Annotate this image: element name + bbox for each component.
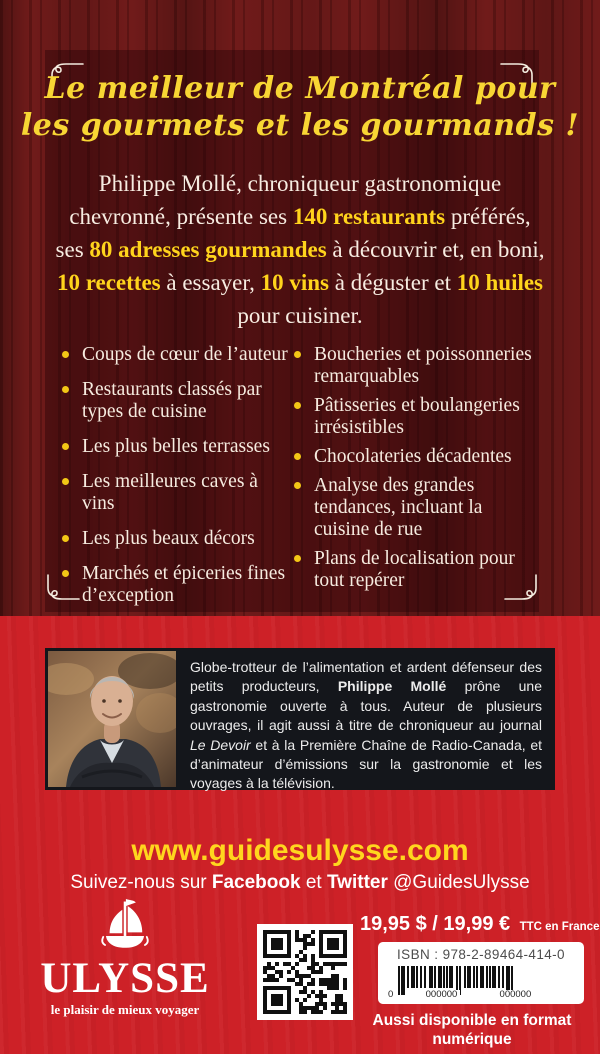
- feature-item: [62, 436, 294, 458]
- barcode-bar: [429, 966, 433, 988]
- feature-text: Les plus beaux décors: [82, 528, 255, 549]
- text-segment: @GuidesUlysse: [387, 872, 530, 893]
- bullet-icon: [62, 443, 69, 450]
- text-segment: 80 adresses gourmandes: [89, 237, 327, 262]
- author-bio-text: [190, 658, 542, 794]
- text-segment: Facebook: [211, 872, 301, 893]
- feature-item: [294, 446, 538, 468]
- feature-text: Restaurants classés par types de cuisine: [82, 379, 262, 422]
- text-segment: à déguster et: [329, 270, 457, 295]
- feature-list-right: [294, 344, 538, 620]
- barcode-bar: [492, 966, 496, 988]
- text-segment: à essayer,: [160, 270, 261, 295]
- digital-note: Aussi disponible en format numérique: [372, 1012, 572, 1048]
- barcode-bar: [473, 966, 475, 988]
- feature-item: [62, 379, 294, 423]
- bullet-icon: [62, 570, 69, 577]
- feature-item: [62, 563, 294, 607]
- isbn-label: ISBN : 978-2-89464-414-0: [397, 947, 565, 962]
- feature-item: [62, 471, 294, 515]
- barcode-bar: [398, 966, 400, 995]
- feature-item: [294, 395, 538, 439]
- feature-item: [62, 344, 294, 366]
- feature-item: [62, 528, 294, 550]
- sailing-ship-icon: [30, 897, 220, 957]
- headline: [0, 70, 600, 144]
- feature-list-left: [62, 344, 294, 620]
- text-segment: Le Devoir: [190, 736, 251, 753]
- barcode-bar: [464, 966, 466, 988]
- barcode-bar: [446, 966, 448, 988]
- publisher-name: ULYSSE: [40, 955, 210, 1002]
- text-segment: Twitter: [326, 872, 388, 893]
- barcode-bar: [486, 966, 488, 988]
- isbn-box: [378, 942, 584, 1004]
- feature-lists: [62, 344, 544, 620]
- price-tax-note: TTC en France: [519, 921, 600, 933]
- barcode-bar: [420, 966, 422, 988]
- feature-text: Coups de cœur de l’auteur: [82, 344, 288, 365]
- headline-line1: Le meilleur de Montréal pour: [44, 71, 556, 106]
- qr-code-icon: [257, 924, 353, 1020]
- feature-item: [294, 475, 538, 541]
- feature-item: [294, 344, 538, 388]
- barcode-bar: [476, 966, 478, 988]
- text-segment: prône une gastronomie ouverte à tous. Auteur de plusieurs ouvrages, il agit aussi à titre de chroniqueur au journal: [190, 678, 543, 734]
- barcode-bar: [434, 966, 436, 988]
- bullet-icon: [294, 402, 301, 409]
- text-segment: 10 huiles: [456, 270, 544, 295]
- barcode-bar: [424, 966, 426, 988]
- text-segment: 140 restaurants: [292, 204, 446, 229]
- author-bio-panel: [45, 648, 555, 790]
- publisher-tagline: le plaisir de mieux voyager: [50, 1002, 200, 1017]
- barcode-digits-group2: 000000: [497, 990, 535, 1000]
- headline-line2: les gourmets et les gourmands !: [20, 108, 580, 143]
- text-segment: et à la Première Chaîne de Radio-Canada, et d’animateur d’émissions sur la gastronomie et les voyages à la télévision.: [190, 736, 542, 792]
- text-segment: 10 vins: [260, 270, 329, 295]
- social-line: [0, 871, 600, 895]
- price-amount: 19,95 $ / 19,99 €: [360, 913, 511, 935]
- bullet-icon: [62, 478, 69, 485]
- website-url: www.guidesulysse.com: [131, 834, 469, 867]
- feature-text: Boucheries et poissonneries remarquables: [314, 344, 532, 387]
- barcode: [388, 966, 574, 1002]
- bullet-icon: [62, 351, 69, 358]
- feature-text: Les meilleures caves à vins: [82, 471, 258, 514]
- barcode-bar: [407, 966, 409, 988]
- text-segment: pour cuisiner.: [237, 303, 363, 328]
- barcode-bar: [498, 966, 500, 988]
- barcode-bar: [438, 966, 442, 988]
- feature-text: Marchés et épiceries fines d’exception: [82, 563, 286, 606]
- barcode-bar: [411, 966, 415, 988]
- price-line: [360, 911, 600, 940]
- barcode-bar: [502, 966, 504, 988]
- barcode-bar: [449, 966, 453, 988]
- barcode-bar: [416, 966, 418, 988]
- bullet-icon: [294, 482, 301, 489]
- feature-text: Plans de localisation pour tout repérer: [314, 548, 515, 591]
- bullet-icon: [62, 386, 69, 393]
- barcode-bar: [467, 966, 471, 988]
- barcode-bar: [401, 966, 405, 995]
- feature-item: [294, 548, 538, 592]
- barcode-bar: [443, 966, 445, 988]
- text-segment: Globe-trotteur de l’alimentation et ardent défenseur des petits producteurs,: [190, 659, 542, 695]
- publisher-logo: [30, 897, 220, 1018]
- author-photo: [48, 651, 176, 787]
- bullet-icon: [294, 453, 301, 460]
- text-segment: à découvrir et, en boni,: [326, 237, 545, 262]
- intro-paragraph: [55, 167, 545, 332]
- text-segment: 10 recettes: [56, 270, 161, 295]
- text-segment: et: [300, 872, 327, 893]
- feature-text: Chocolateries décadentes: [314, 446, 512, 467]
- barcode-digit-left: 0: [388, 989, 394, 1000]
- feature-text: Les plus belles terrasses: [82, 436, 270, 457]
- bullet-icon: [294, 351, 301, 358]
- text-segment: Philippe Mollé, chroniqueur gastronomique chevronné, présente ses: [69, 171, 502, 229]
- bullet-icon: [62, 535, 69, 542]
- feature-text: Analyse des grandes tendances, incluant la cuisine de rue: [314, 475, 483, 540]
- barcode-bar: [489, 966, 491, 988]
- barcode-digits-group1: 000000: [423, 990, 461, 1000]
- text-segment: Suivez-nous sur: [70, 872, 212, 893]
- text-segment: préférés, ses: [55, 204, 531, 262]
- text-segment: Philippe Mollé: [337, 678, 447, 695]
- feature-text: Pâtisseries et boulangeries irrésistibles: [314, 395, 520, 438]
- bullet-icon: [294, 555, 301, 562]
- barcode-bar: [480, 966, 484, 988]
